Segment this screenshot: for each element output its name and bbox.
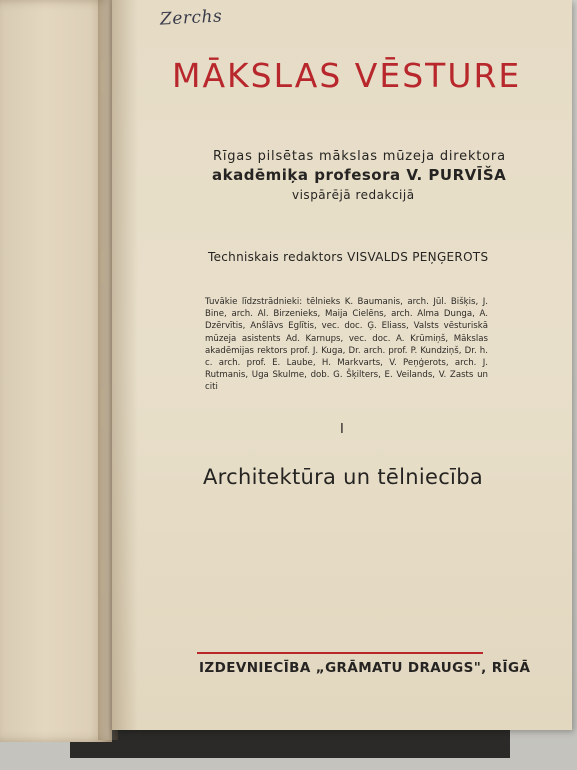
book-title: MĀKSLAS VĒSTURE xyxy=(172,56,522,95)
binding-stitch xyxy=(101,60,105,94)
binding-stitch xyxy=(101,560,105,594)
editor-line-2 xyxy=(212,166,506,184)
publisher-rule xyxy=(197,652,483,654)
volume-subtitle: Architektūra un tēlniecība xyxy=(203,465,483,489)
editor-line-1: Rīgas pilsētas mākslas mūzeja direktora xyxy=(213,149,506,164)
collaborators-list: Tuvākie līdzstrādnieki: tēlnieks K. Baumanis, arch. Jūl. Bišķis, J. Bine, arch. Al. Birzenieks, Maija Cielēns, arch. Alma Dunga, A. Dzērvītis, Anšlāvs Eglītis, vec. doc. Ģ. Eliass, Valsts vēsturiskā mūzeja asistents Ad. Karnups, vec. doc. A. Krūmiņš, Mākslas akadēmijas rektors prof. J. Kuga, Dr. arch. prof. P. Kundziņš, Dr. h. c. arch. prof. E. Laube, H. Markvarts, V. Peņģerots, arch. J. Rutmanis, Uga Skulme, dob. G. Šķilters, E. Veilands, V. Zasts un citi xyxy=(205,297,488,393)
page-shadow xyxy=(112,0,138,730)
technical-editor: Techniskais redaktors VISVALDS PEŅĢEROTS xyxy=(208,250,489,264)
book-cover-edge xyxy=(70,728,510,758)
volume-number: I xyxy=(340,422,344,437)
editor-line-3: vispārējā redakcijā xyxy=(292,188,415,202)
left-page xyxy=(0,0,112,742)
handwritten-signature: Zerchs xyxy=(159,6,223,30)
editor-name: akadēmiķa profesora V. PURVĪŠA xyxy=(212,166,507,184)
binding-stitch xyxy=(101,250,105,284)
publisher: IZDEVNIECĪBA „GRĀMATU DRAUGS", RĪGĀ xyxy=(199,660,531,676)
binding-stitch xyxy=(101,388,105,428)
